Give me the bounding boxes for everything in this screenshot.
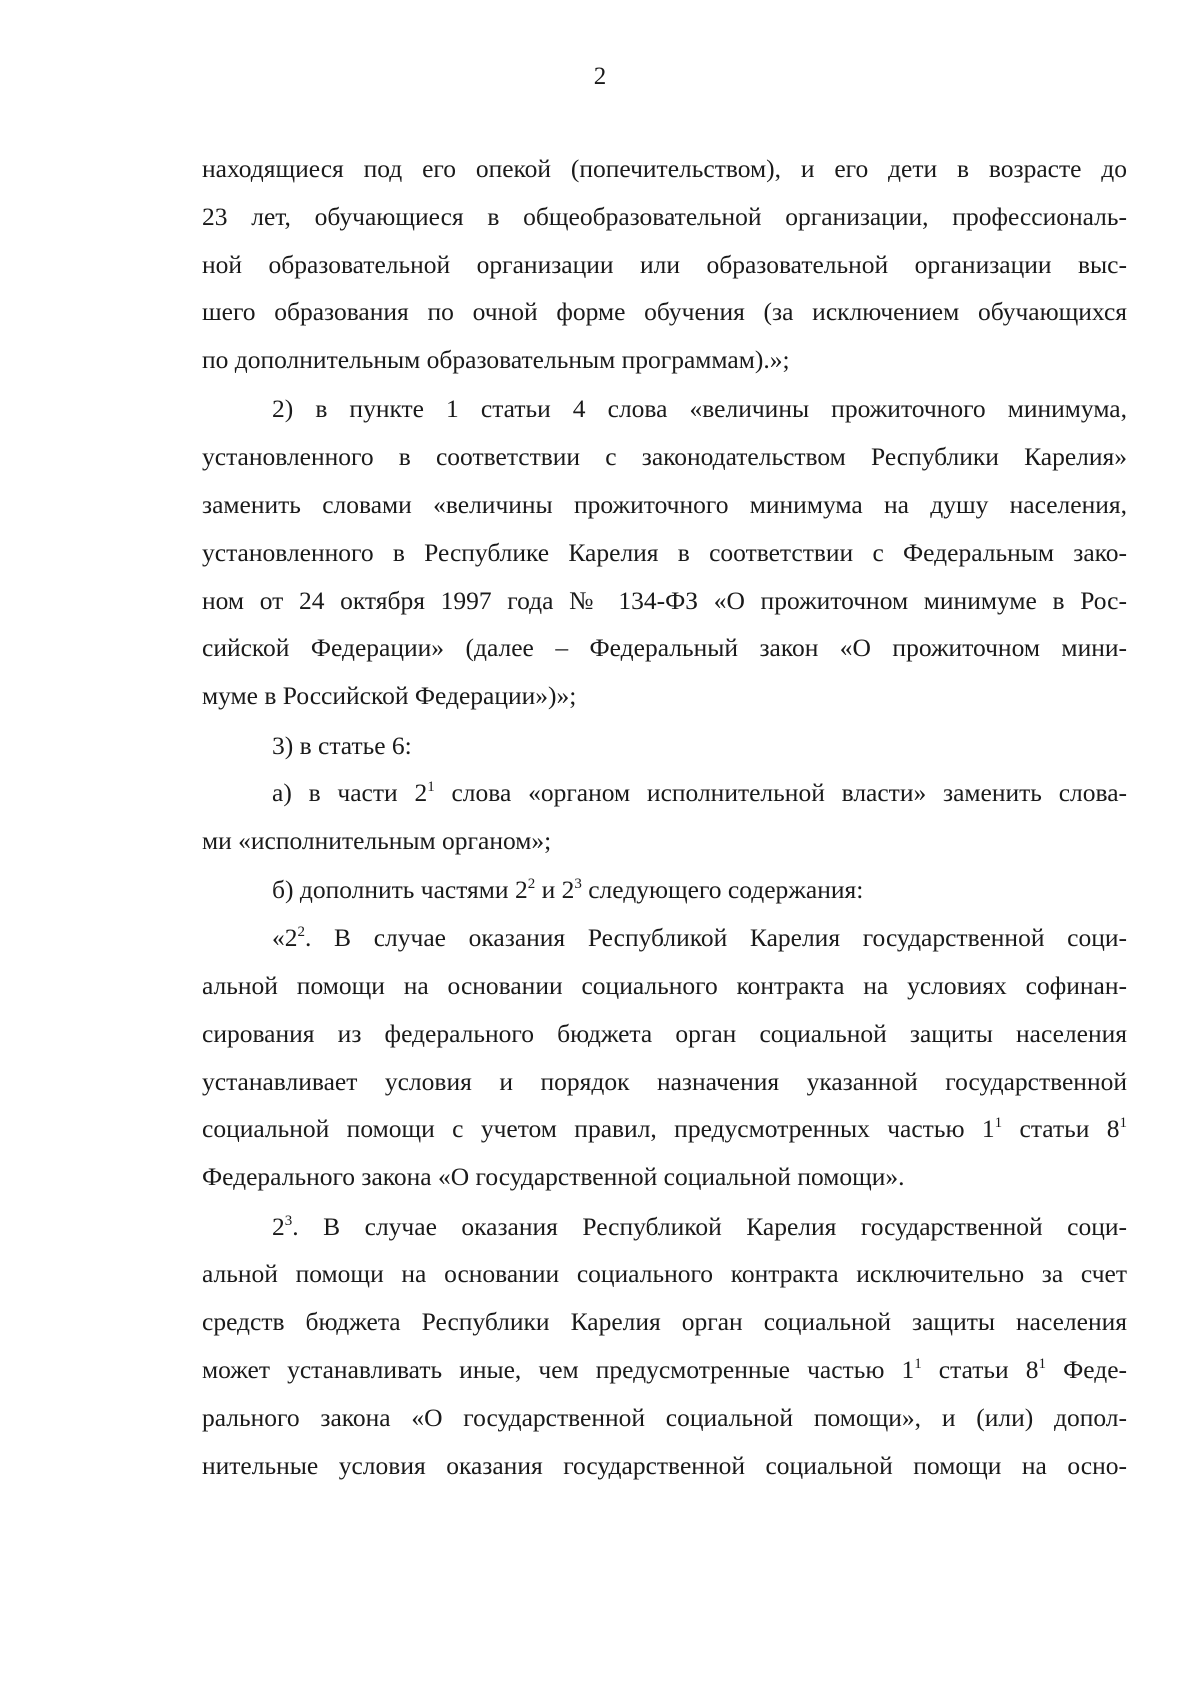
page-number: 2: [593, 63, 607, 90]
text-segment: находящиеся под его опекой (попечительством), и его дети в возрасте до: [202, 154, 1127, 183]
text-line: [202, 442, 1127, 490]
text-segment: Феде-: [1046, 1354, 1127, 1384]
superscript: 1: [914, 1355, 922, 1372]
text-line: [202, 394, 1127, 442]
text-segment: социальной помощи с учетом правил, предусмотренных частью 1: [202, 1114, 995, 1144]
text-line: [202, 923, 1127, 971]
text-segment: . В случае оказания Республикой Карелия государственной соци-: [292, 1211, 1127, 1241]
text-line: [202, 1212, 1127, 1260]
text-line: [202, 345, 1127, 393]
text-line: [202, 250, 1127, 298]
text-segment: муме в Российской Федерации»)»;: [202, 681, 577, 711]
text-segment: ном от 24 октября 1997 года № 134-ФЗ «О прожиточном минимуме в Рос-: [202, 585, 1127, 615]
text-line: [202, 297, 1127, 345]
text-segment: по дополнительным образовательным программам).»;: [202, 345, 790, 375]
text-line: [202, 971, 1127, 1019]
text-line: [202, 1162, 1127, 1210]
superscript: 3: [284, 1212, 293, 1229]
text-segment: «2: [272, 923, 298, 953]
text-segment: установленного в Республике Карелия в соответствии с Федеральным зако-: [202, 537, 1127, 567]
text-line: [202, 826, 1127, 874]
document-body: [202, 154, 1127, 1498]
text-line: [202, 586, 1127, 634]
text-segment: и 2: [535, 875, 575, 905]
text-segment: альной помощи на основании социального контракта исключительно за счет: [202, 1259, 1127, 1289]
text-line: [202, 1019, 1127, 1067]
text-segment: заменить словами «величины прожиточного минимума на душу населения,: [202, 490, 1127, 520]
text-line: [202, 490, 1127, 538]
text-line: [202, 875, 1127, 923]
text-segment: средств бюджета Республики Карелия орган социальной защиты населения: [202, 1307, 1127, 1337]
text-segment: следующего содержания:: [581, 875, 864, 905]
superscript: 1: [1119, 1115, 1127, 1132]
text-segment: сирования из федерального бюджета орган социальной защиты населения: [202, 1018, 1127, 1048]
text-line: [202, 1355, 1127, 1403]
text-segment: альной помощи на основании социального контракта на условиях софинан-: [202, 971, 1127, 1001]
text-line: [202, 1307, 1127, 1355]
text-segment: нительные условия оказания государственной социальной помощи на осно-: [202, 1450, 1127, 1480]
text-line: [202, 538, 1127, 586]
text-line: [202, 1451, 1127, 1499]
text-line: [202, 681, 1127, 729]
text-segment: рального закона «О государственной социальной помощи», и (или) допол-: [202, 1402, 1127, 1432]
text-segment: б) дополнить частями 2: [272, 875, 528, 905]
text-segment: ной образовательной организации или образовательной организации выс-: [202, 249, 1127, 279]
text-line: [202, 778, 1127, 826]
text-segment: 3) в статье 6:: [272, 730, 412, 760]
text-segment: сийской Федерации» (далее – Федеральный закон «О прожиточном мини-: [202, 633, 1127, 663]
text-line: [202, 633, 1127, 681]
text-segment: статьи 8: [921, 1354, 1039, 1384]
text-segment: 2) в пункте 1 статьи 4 слова «величины прожиточного минимума,: [272, 394, 1127, 424]
text-segment: установленного в соответствии с законодательством Республики Карелия»: [202, 442, 1127, 472]
text-line: [202, 1067, 1127, 1115]
superscript: 1: [427, 779, 435, 796]
text-segment: 23 лет, обучающиеся в общеобразовательной организации, профессиональ-: [202, 201, 1127, 231]
text-line: [202, 731, 1127, 779]
text-segment: шего образования по очной форме обучения (за исключением обучающихся: [202, 297, 1127, 327]
superscript: 1: [994, 1115, 1003, 1132]
text-segment: 2: [272, 1211, 285, 1241]
text-line: [202, 1403, 1127, 1451]
text-line: [202, 202, 1127, 250]
text-segment: ми «исполнительным органом»;: [202, 826, 552, 856]
text-segment: устанавливает условия и порядок назначения указанной государственной: [202, 1066, 1127, 1096]
text-segment: . В случае оказания Республикой Карелия государственной соци-: [305, 923, 1127, 953]
superscript: 3: [574, 876, 582, 893]
superscript: 2: [297, 924, 305, 941]
text-segment: слова «органом исполнительной власти» заменить слова-: [434, 778, 1127, 808]
text-segment: а) в части 2: [272, 778, 428, 808]
superscript: 2: [527, 876, 536, 893]
superscript: 1: [1038, 1355, 1046, 1372]
text-segment: статьи 8: [1002, 1114, 1120, 1144]
text-line: [202, 1259, 1127, 1307]
text-segment: Федерального закона «О государственной социальной помощи».: [202, 1162, 905, 1192]
text-line: [202, 154, 1127, 202]
text-line: [202, 1114, 1127, 1162]
text-segment: может устанавливать иные, чем предусмотренные частью 1: [202, 1354, 915, 1384]
